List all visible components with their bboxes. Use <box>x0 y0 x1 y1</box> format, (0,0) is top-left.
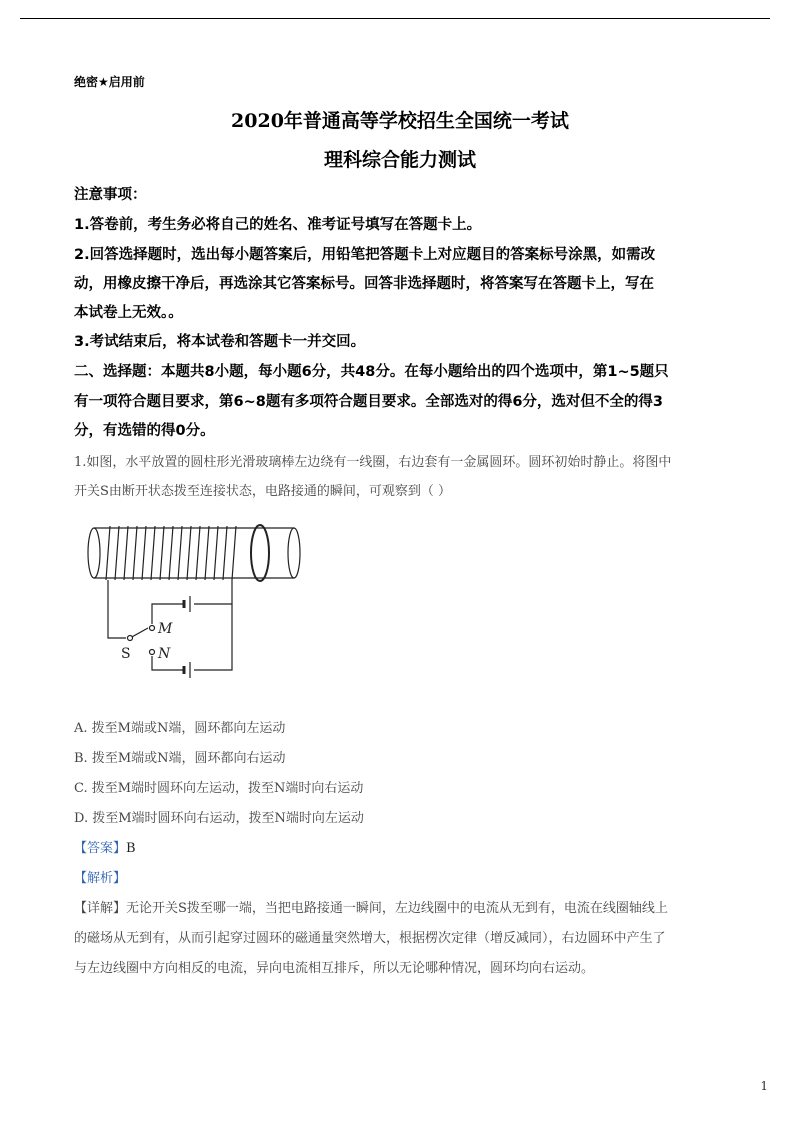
detail-tag: 【详解】 <box>74 901 127 916</box>
notice-heading: 注意事项： <box>74 187 147 203</box>
exam-subtitle: 理科综合能力测试 <box>323 149 476 171</box>
metal-ring <box>251 525 269 581</box>
right-lower-wire <box>194 604 232 670</box>
terminal-n <box>150 650 155 655</box>
detail-text: 无论开关S拨至哪一端，当把电路接通一瞬间，左边线圈中的电流从无到有，电流在线圈轴线上 <box>126 901 668 916</box>
notice-line: 2.回答选择题时，选出每小题答案后，用铅笔把答题卡上对应题目的答案标号涂黑，如需改 <box>74 247 656 263</box>
section-line: 分，有选错的得0分。 <box>74 423 215 439</box>
section-line: 二、选择题：本题共8小题，每小题6分，共48分。在每小题给出的四个选项中，第1~5题只 <box>74 364 669 380</box>
notice-line: 1.答卷前，考生务必将自己的姓名、准考证号填写在答题卡上。 <box>74 217 482 233</box>
rod-right-end <box>288 528 300 578</box>
section-line: 有一项符合题目要求，第6~8题有多项符合题目要求。全部选对的得6分，选对但不全的得3 <box>74 394 664 410</box>
answer-line <box>74 837 136 856</box>
left-lead-wire <box>108 580 126 638</box>
terminal-m <box>150 626 155 631</box>
analysis-line <box>74 867 126 886</box>
detail-line: 与左边线圈中方向相反的电流，异向电流相互排斥，所以无论哪种情况，圆环均向右运动。 <box>74 961 595 976</box>
notice-line: 动，用橡皮擦干净后，再选涂其它答案标号。回答非选择题时，将答案写在答题卡上，写在 <box>74 276 654 292</box>
secret-label: 绝密★启用前 <box>74 75 145 89</box>
option-c: C. 拨至M端时圆环向左运动，拨至N端时向右运动 <box>74 781 364 796</box>
coil-turns <box>106 526 236 580</box>
page-number: 1 <box>760 1079 768 1093</box>
switch-pivot <box>128 636 133 641</box>
detail-line <box>74 897 668 916</box>
label-m: M <box>158 621 173 637</box>
detail-line: 的磁场从无到有，从而引起穿过圆环的磁通量突然增大，根据楞次定律（增反减同），右边圆环中产生了 <box>74 931 666 946</box>
circuit-figure <box>86 520 316 690</box>
analysis-tag: 【解析】 <box>74 871 127 886</box>
option-d: D. 拨至M端时圆环向右运动，拨至N端时向左运动 <box>74 811 364 826</box>
label-s: S <box>121 646 131 662</box>
top-rule <box>20 18 770 19</box>
notice-line: 3.考试结束后，将本试卷和答题卡一并交回。 <box>74 334 366 350</box>
answer-value: B <box>126 841 136 856</box>
exam-title: 2020年普通高等学校招生全国统一考试 <box>231 110 569 132</box>
answer-tag: 【答案】 <box>74 841 127 856</box>
option-a: A. 拨至M端或N端，圆环都向左运动 <box>74 721 286 736</box>
question-line: 1.如图，水平放置的圆柱形光滑玻璃棒左边绕有一线圈，右边套有一金属圆环。圆环初始时静止。将图中 <box>74 455 672 470</box>
option-b: B. 拨至M端或N端，圆环都向右运动 <box>74 751 286 766</box>
label-n: N <box>158 646 171 662</box>
rod-left-end <box>88 528 100 578</box>
notice-line: 本试卷上无效。。 <box>74 305 183 321</box>
right-lead-wire <box>194 580 232 604</box>
question-line: 开关S由断开状态拨至连接状态，电路接通的瞬间，可观察到（ ） <box>74 484 452 499</box>
